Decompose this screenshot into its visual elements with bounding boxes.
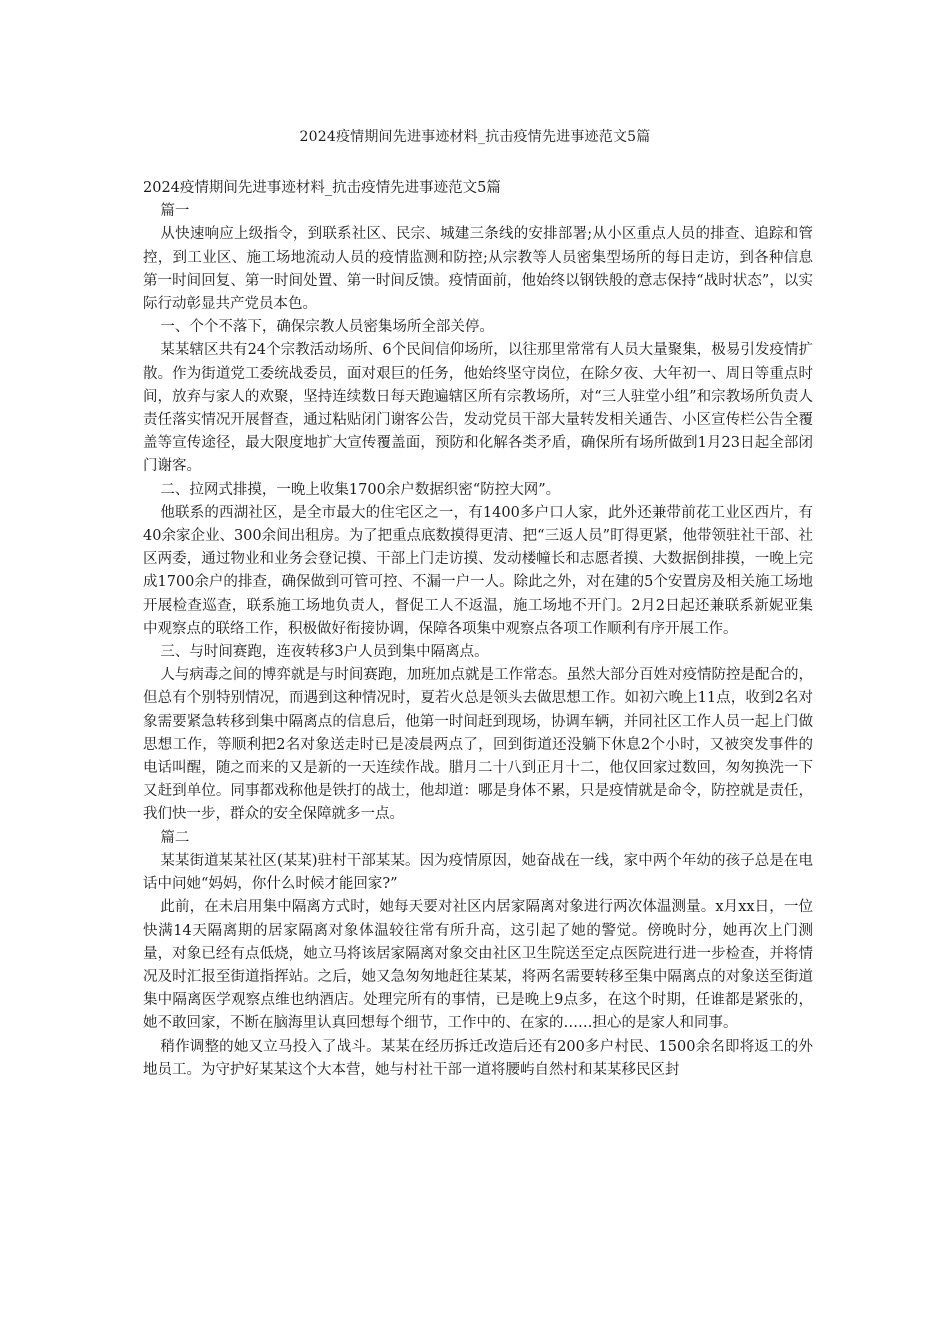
paragraph: 从快速响应上级指令，到联系社区、民宗、城建三条线的安排部署;从小区重点人员的排查、追踪和管控，到工业区、施工场地流动人员的疫情监测和防控;从宗教等人员密集型场所的每日走访，到各种信息第一时间回复、第一时间处置、第一时间反馈。疫情面前，他始终以钢铁般的意志保持“战时状态”，以实际行动彰显共产党员本色。 [143, 226, 813, 313]
section-heading-part-two: 篇二 [160, 829, 190, 846]
paragraph: 某某辖区共有24个宗教活动场所、6个民间信仰场所，以往那里常常有人员大量聚集，极易引发疫情扩散。作为街道党工委统战委员，面对艰巨的任务，他始终坚守岗位，在除夕夜、大年初一、周日等重点时间，放弃与家人的欢聚，坚持连续数日每天跑遍辖区所有宗教场所，对“三人驻堂小组”和宗教场所负责人责任落实情况开展督查，通过粘贴闭门谢客公告，发动党员干部大量转发相关通告、小区宣传栏公告全覆盖等宣传途径，最大限度地扩大宣传覆盖面，预防和化解各类矛盾，确保所有场所做到1月23日起全部闭门谢客。 [143, 342, 813, 475]
subsection-heading-1: 一、个个不落下，确保宗教人员密集场所全部关停。 [160, 319, 494, 336]
subsection-heading-3: 三、与时间赛跑，连夜转移3户人员到集中隔离点。 [160, 644, 489, 661]
document-title: 2024疫情期间先进事迹材料_抗击疫情先进事迹范文5篇 [299, 129, 651, 145]
document-subtitle: 2024疫情期间先进事迹材料_抗击疫情先进事迹范文5篇 [143, 180, 501, 196]
paragraph: 他联系的西湖社区，是全市最大的住宅区之一，有1400多户口人家，此外还兼带前花工业区西片，有40余家企业、300余间出租房。为了把重点底数摸得更清、把“三返人员”盯得更紧，他带领驻社干部、社区两委，通过物业和业务会登记摸、干部上门走访摸、发动楼幢长和志愿者摸、大数据倒排摸，一晚上完成1700余户的排查，确保做到可管可控、不漏一户一人。除此之外，对在建的5个安置房及相关施工场地开展检查巡查，联系施工场地负责人，督促工人不返温，施工场地不开门。2月2日起还兼联系新妮亚集中观察点的联络工作，积极做好衔接协调，保障各项集中观察点各项工作顺利有序开展工作。 [143, 504, 813, 637]
paragraph: 此前，在未启用集中隔离方式时，她每天要对社区内居家隔离对象进行两次体温测量。x月xx日，一位快满14天隔离期的居家隔离对象体温较往常有所升高，这引起了她的警觉。傍晚时分，她再次上门测量，对象已经有点低烧，她立马将该居家隔离对象交由社区卫生院送至定点医院进行进一步检查，并将情况及时汇报至街道指挥站。之后，她又急匆匆地赶往某某，将两名需要转移至集中隔离点的对象送至街道集中隔离医学观察点维也纳酒店。处理完所有的事情，已是晚上9点多，在这个时期，任谁都是紧张的，她不敢回家，不断在脑海里认真回想每个细节，工作中的、在家的……担心的是家人和同事。 [143, 899, 813, 1032]
paragraph: 人与病毒之间的博弈就是与时间赛跑，加班加点就是工作常态。虽然大部分百姓对疫情防控是配合的，但总有个别特别情况，而遇到这种情况时，夏若火总是领头去做思想工作。如初六晚上11点，收到2名对象需要紧急转移到集中隔离点的信息后，他第一时间赶到现场，协调车辆，并同社区工作人员一起上门做思想工作，等顺利把2名对象送走时已是凌晨两点了，回到街道还没躺下休息2个小时，又被突发事件的电话叫醒，随之而来的又是新的一天连续作战。腊月二十八到正月十二，他仅回家过数回，匆匆换洗一下又赶到单位。同事都戏称他是铁打的战士，他却道：哪是身体不累，只是疫情就是命令，防控就是责任，我们快一步，群众的安全保障就多一点。 [143, 667, 813, 823]
document-body [143, 177, 813, 1082]
paragraph: 稍作调整的她又立马投入了战斗。某某在经历拆迁改造后还有200多户村民、1500余名即将返工的外地员工。为守护好某某这个大本营，她与村社干部一道将腰屿自然村和某某移民区封 [143, 1038, 813, 1078]
paragraph: 某某街道某某社区(某某)驻村干部某某。因为疫情原因，她奋战在一线，家中两个年幼的孩子总是在电话中问她“妈妈，你什么时候才能回家?” [143, 852, 813, 893]
subsection-heading-2: 二、拉网式排摸，一晚上收集1700余户数据织密“防控大网”。 [160, 481, 561, 498]
section-heading-part-one: 篇一 [160, 203, 190, 220]
